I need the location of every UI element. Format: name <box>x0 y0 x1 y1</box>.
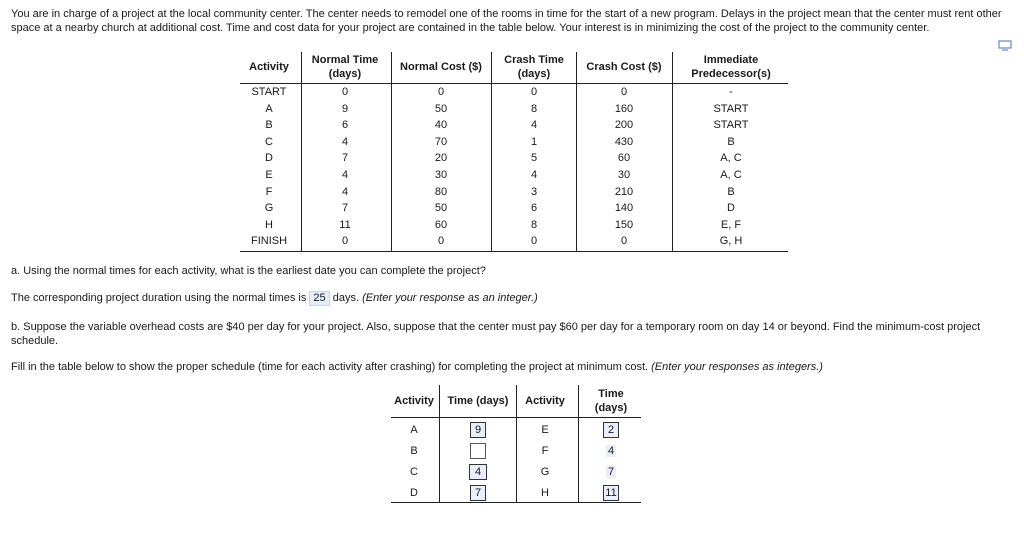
cell-predecessors: A, C <box>720 152 742 165</box>
cell-crash-time: 0 <box>530 86 538 98</box>
table-row <box>240 167 788 184</box>
table-row <box>240 84 788 101</box>
cell-crash-time: 6 <box>530 202 538 215</box>
cell-normal-time: 6 <box>341 119 349 132</box>
part-b-question: b. Suppose the variable overhead costs are $40 per day for your project. Also, suppose that the center must pay $60 per day for a temporary room on day 14 or beyond. Find the minimum-cost project schedule. <box>11 321 981 347</box>
cell-normal-cost: 0 <box>437 86 445 98</box>
sched-activity-g: G <box>540 466 550 478</box>
bottom-divider <box>240 251 788 252</box>
expand-icon[interactable] <box>998 40 1012 51</box>
sched-time-d-input[interactable]: 7 <box>470 485 486 501</box>
sched-column-divider <box>578 385 579 502</box>
cell-normal-time: 11 <box>339 218 351 231</box>
sched-activity-h-cell <box>518 483 572 503</box>
cell-activity: H <box>265 218 273 231</box>
sched-activity-g-cell <box>518 462 572 482</box>
header-predecessors: Immediate Predecessor(s) <box>691 54 771 80</box>
sched-activity-f: F <box>541 445 549 457</box>
sched-time-e-cell <box>581 420 641 440</box>
cell-crash-cost: 430 <box>614 135 634 148</box>
header-activity: Activity <box>249 61 289 73</box>
sched-time-f: 4 <box>607 445 615 457</box>
cell-normal-cost: 40 <box>434 119 448 132</box>
sched-time-a-input[interactable]: 9 <box>470 422 486 438</box>
cell-crash-time: 0 <box>530 235 538 248</box>
cell-normal-time: 4 <box>341 135 349 148</box>
table-row <box>240 150 788 167</box>
cell-crash-time: 4 <box>530 119 538 132</box>
part-a-question-text: a. Using the normal times for each activity, what is the earliest date you can complete the project? <box>11 265 486 277</box>
part-b-instruction-text: Fill in the table below to show the proper schedule (time for each activity after crashing) for completing the project at minimum cost. <box>11 361 649 373</box>
part-a-answer-suffix: days. <box>332 292 359 304</box>
cell-activity: G <box>264 202 274 215</box>
cell-activity: F <box>265 185 273 198</box>
part-b-instruction <box>11 360 823 374</box>
part-a-answer-input[interactable]: 25 <box>309 291 329 306</box>
table-row <box>240 233 788 250</box>
sched-activity-c-cell <box>391 462 437 482</box>
cell-predecessors: B <box>727 135 735 148</box>
cell-crash-time: 1 <box>530 135 538 148</box>
sched-time-d-cell <box>441 483 515 503</box>
sched-time-b-cell <box>441 441 515 461</box>
sched-time-h-input[interactable]: 11 <box>603 485 619 501</box>
sched-header-time-left: Time (days) <box>447 395 509 407</box>
sched-activity-d: D <box>410 487 418 499</box>
cell-crash-time: 5 <box>530 152 538 165</box>
cell-normal-time: 4 <box>341 185 349 198</box>
cell-activity: FINISH <box>250 235 288 248</box>
sched-time-f-cell <box>581 441 641 461</box>
table-row <box>240 184 788 201</box>
sched-activity-d-cell <box>391 483 437 503</box>
cell-activity: C <box>265 135 273 148</box>
cell-normal-cost: 30 <box>434 169 448 181</box>
cell-activity: START <box>251 86 287 98</box>
header-normal-time: Normal Time (days) <box>311 54 379 80</box>
cell-crash-time: 8 <box>530 102 538 115</box>
sched-activity-a-cell <box>391 420 437 440</box>
sched-activity-h: H <box>541 487 549 499</box>
cell-activity: D <box>265 152 273 165</box>
part-b-instruction-note: (Enter your responses as integers.) <box>651 361 823 373</box>
sched-time-g: 7 <box>607 466 615 478</box>
sched-bottom-divider <box>391 502 641 503</box>
sched-header-time-right: Time (days) <box>594 388 628 414</box>
cell-crash-time: 3 <box>530 185 538 198</box>
part-a-answer-line <box>11 291 538 306</box>
table-row <box>240 134 788 151</box>
sched-time-g-cell <box>581 462 641 482</box>
cell-crash-cost: 140 <box>614 202 634 215</box>
cell-crash-cost: 160 <box>614 102 634 115</box>
table-row <box>240 101 788 118</box>
cell-predecessors: E, F <box>720 218 742 231</box>
sched-activity-e: E <box>541 424 549 436</box>
sched-activity-e-cell <box>518 420 572 440</box>
cell-normal-time: 0 <box>341 235 349 248</box>
sched-activity-b: B <box>410 445 418 457</box>
sched-time-a-cell <box>441 420 515 440</box>
cell-crash-cost: 60 <box>617 152 631 165</box>
cell-predecessors: B <box>727 185 735 198</box>
sched-column-divider <box>516 385 517 502</box>
problem-intro: You are in charge of a project at the local community center. The center needs to remodel one of the rooms in time for the start of a new program. Delays in the project mean that the center must rent other space at a nearby church at additional cost. Time and cost data for your project are contained in the table below. Your interest is in minimizing the cost of the project to the community center. <box>11 8 1002 34</box>
cell-predecessors: - <box>729 86 733 98</box>
cell-crash-cost: 30 <box>617 169 631 181</box>
sched-time-e-input[interactable]: 2 <box>603 422 619 438</box>
cell-normal-cost: 70 <box>434 135 448 148</box>
sched-header-activity-right: Activity <box>525 395 565 407</box>
cell-activity: E <box>265 169 273 181</box>
cell-crash-cost: 0 <box>620 86 628 98</box>
header-crash-time: Crash Time (days) <box>504 54 564 80</box>
table-row <box>240 117 788 134</box>
header-crash-cost: Crash Cost ($) <box>586 61 662 73</box>
cell-predecessors: G, H <box>719 235 743 248</box>
sched-column-divider <box>439 385 440 502</box>
cell-crash-time: 4 <box>530 169 538 181</box>
sched-time-c-input[interactable]: 4 <box>469 464 487 480</box>
cell-crash-cost: 0 <box>620 235 628 248</box>
sched-activity-c: C <box>410 466 418 478</box>
part-a-answer-prefix: The corresponding project duration using the normal times is <box>11 292 307 304</box>
sched-time-c-cell <box>441 462 515 482</box>
cell-crash-cost: 210 <box>614 185 634 198</box>
cell-crash-time: 8 <box>530 218 538 231</box>
sched-activity-b-cell <box>391 441 437 461</box>
cell-normal-cost: 20 <box>434 152 448 165</box>
cell-predecessors: START <box>713 119 749 132</box>
part-a-answer-note: (Enter your response as an integer.) <box>362 292 538 304</box>
cell-normal-time: 7 <box>341 152 349 165</box>
cell-crash-cost: 200 <box>614 119 634 132</box>
table-row <box>240 200 788 217</box>
part-a-question <box>11 264 486 278</box>
table-row <box>240 217 788 234</box>
sched-time-h-cell <box>581 483 641 503</box>
cell-normal-time: 0 <box>341 86 349 98</box>
header-normal-cost: Normal Cost ($) <box>400 61 482 73</box>
cell-predecessors: A, C <box>720 169 742 181</box>
sched-time-b-input[interactable] <box>470 443 486 459</box>
cell-predecessors: D <box>727 202 735 215</box>
cell-normal-cost: 0 <box>437 235 445 248</box>
cell-crash-cost: 150 <box>614 218 634 231</box>
cell-normal-cost: 60 <box>434 218 448 231</box>
cell-normal-cost: 80 <box>434 185 448 198</box>
sched-activity-f-cell <box>518 441 572 461</box>
cell-normal-cost: 50 <box>434 102 448 115</box>
cell-normal-time: 7 <box>341 202 349 215</box>
cell-predecessors: START <box>713 102 749 115</box>
cell-normal-time: 4 <box>341 169 349 181</box>
cell-normal-cost: 50 <box>434 202 448 215</box>
sched-activity-a: A <box>410 424 418 436</box>
sched-header-activity-left: Activity <box>394 395 434 407</box>
cell-activity: A <box>265 102 273 115</box>
cell-normal-time: 9 <box>341 102 349 115</box>
cell-activity: B <box>265 119 273 132</box>
